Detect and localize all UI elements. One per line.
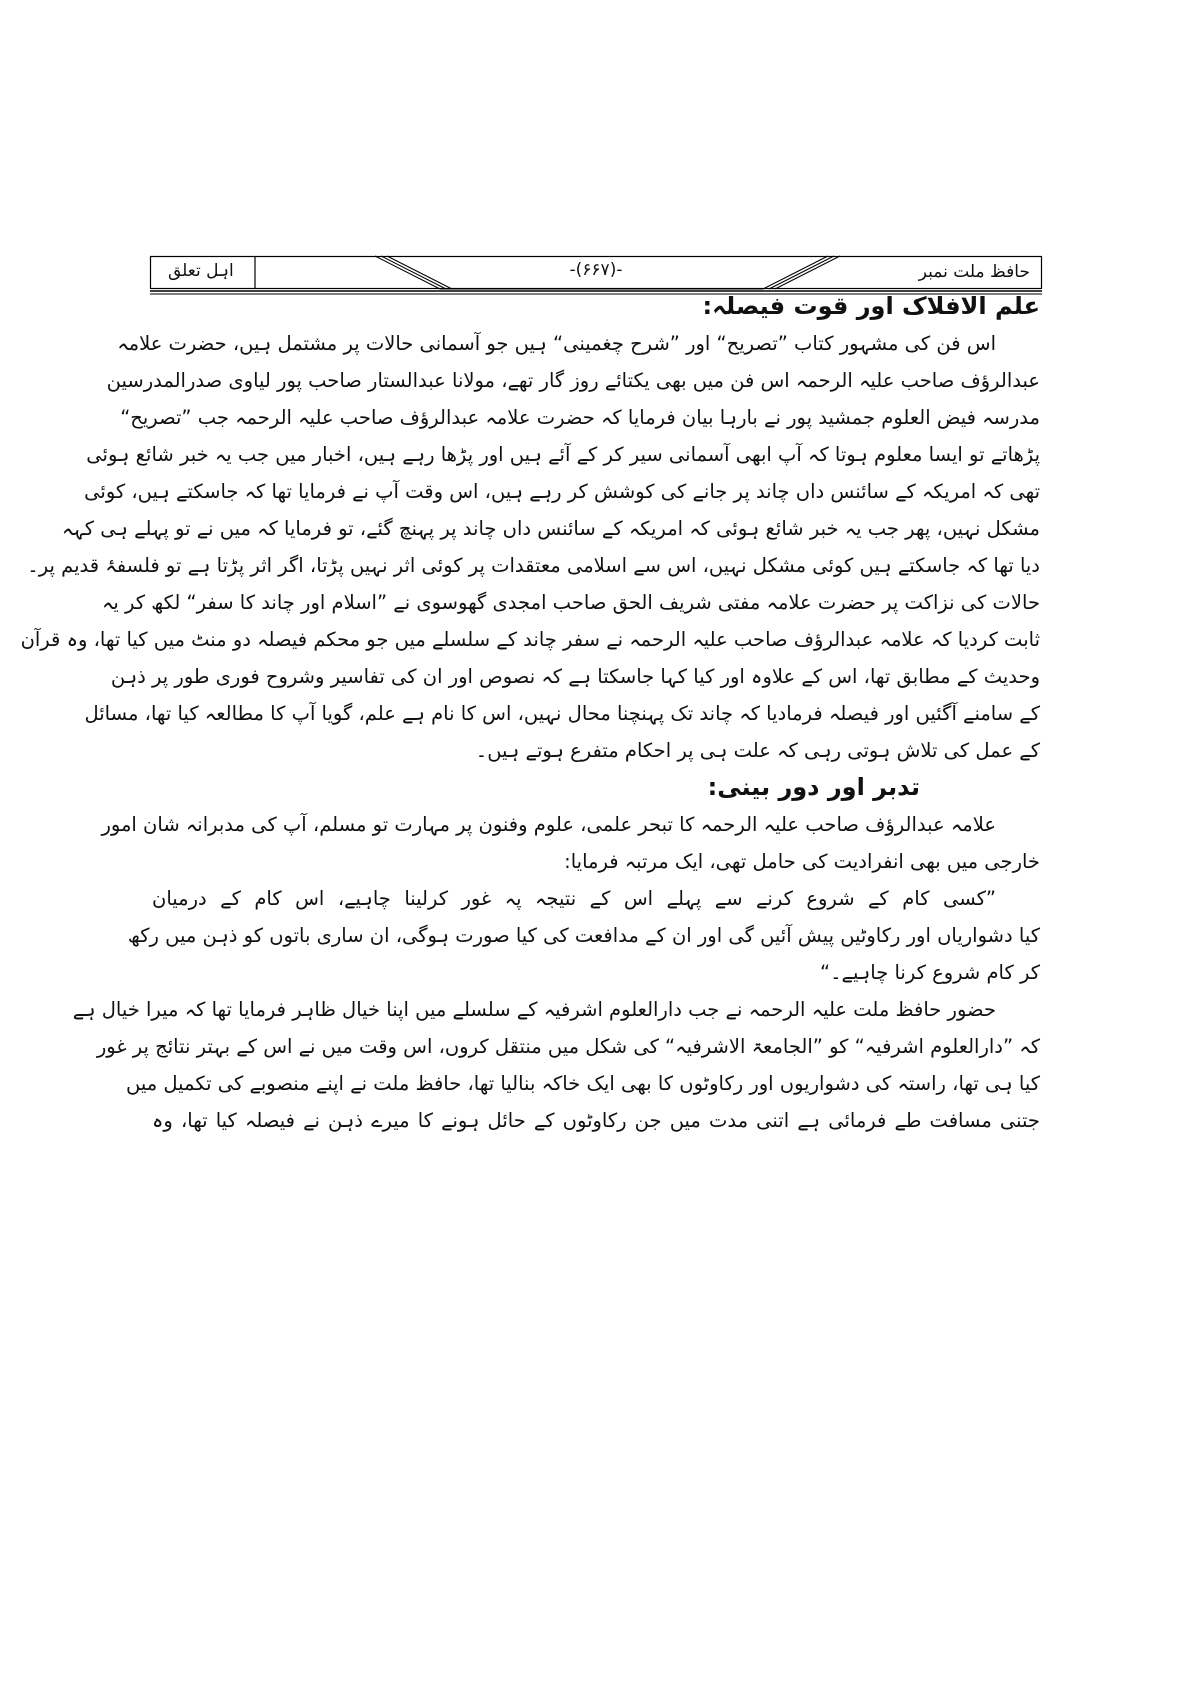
text-line: کے عمل کی تلاش ہوتی رہی کہ علت ہی پر احکام متفرع ہوتے ہیں۔ — [475, 739, 1040, 762]
page-header — [150, 256, 1042, 292]
text-line: پڑھاتے تو ایسا معلوم ہوتا کہ آپ ابھی آسمانی سیر کر کے آئے ہیں اور پڑھا رہے ہیں، اخبار میں جب یہ خبر شائع ہوئی — [86, 443, 1040, 466]
text-line: مدرسہ فیض العلوم جمشید پور نے بارہا بیان فرمایا کہ حضرت علامہ عبدالرؤف صاحب علیہ الرحمہ جب ”تصریح“ — [120, 406, 1040, 429]
text-line: کہ ”دارالعلوم اشرفیہ“ کو ”الجامعۃ الاشرفیہ“ کی شکل میں منتقل کروں، اس وقت میں نے اس کے بہتر نتائج پر غور — [96, 1035, 1040, 1058]
text-line: دیا تھا کہ جاسکتے ہیں کوئی مشکل نہیں، اس سے اسلامی معتقدات پر کوئی اثر نہیں پڑتا، اگر اثر پڑتا ہے تو فلسفۂ قدیم پر۔ — [27, 554, 1040, 577]
text-line: کیا ہی تھا، راستہ کی دشواریوں اور رکاوٹوں کا بھی ایک خاکہ بنالیا تھا، حافظ ملت نے اپنے منصوبے کی تکمیل میں — [126, 1072, 1040, 1095]
text-line: خارجی میں بھی انفرادیت کی حامل تھی، ایک مرتبہ فرمایا: — [564, 850, 1040, 873]
text-line: کر کام شروع کرنا چاہیے۔“ — [820, 961, 1040, 984]
text-line: اس فن کی مشہور کتاب ”تصریح“ اور ”شرح چغمینی“ ہیں جو آسمانی حالات پر مشتمل ہیں، حضرت علامہ — [117, 332, 996, 355]
section-label: اہل تعلق — [168, 261, 234, 281]
text-line: وحدیث کے مطابق تھا، اس کے علاوہ اور کیا کہا جاسکتا ہے کہ نصوص اور ان کی تفاسیر وشروح فوری طور پر ذہن — [110, 665, 1040, 688]
section-heading: علم الافلاک اور قوت فیصلہ: — [702, 292, 1040, 320]
publication-title: حافظ ملت نمبر — [918, 262, 1030, 282]
text-line: کیا دشواریاں اور رکاوٹیں پیش آئیں گی اور ان کے مدافعت کی کیا صورت ہوگی، ان ساری باتوں کو ذہن میں رکھ — [127, 924, 1040, 947]
text-line: مشکل نہیں، پھر جب یہ خبر شائع ہوئی کہ امریکہ کے سائنس داں چاند پر پہنچ گئے، تو فرمایا کہ میں نے تو پہلے ہی کہہ — [61, 517, 1040, 540]
article-body — [20, 288, 1040, 1139]
section-heading: تدبر اور دور بینی: — [707, 773, 920, 801]
text-line: عبدالرؤف صاحب علیہ الرحمہ اس فن میں بھی یکتائے روز گار تھے، مولانا عبدالستار صاحب پور لیاوی صدرالمدرسین — [106, 369, 1040, 392]
text-line: جتنی مسافت طے فرمائی ہے اتنی مدت میں جن رکاوٹوں کے حائل ہونے کا میرے ذہن نے فیصلہ کیا تھا، وہ — [152, 1109, 1040, 1132]
text-line: تھی کہ امریکہ کے سائنس داں چاند پر جانے کی کوشش کر رہے ہیں، اس وقت آپ نے فرمایا تھا کہ جاسکتے ہیں، کوئی — [84, 480, 1040, 503]
text-line: علامہ عبدالرؤف صاحب علیہ الرحمہ کا تبحر علمی، علوم وفنون پر مہارت تو مسلم، آپ کی مدبرانہ شان امور — [101, 813, 996, 836]
text-line: ”کسی کام کے شروع کرنے سے پہلے اس کے نتیجہ پہ غور کرلینا چاہیے، اس کام کے درمیان — [152, 887, 997, 910]
text-line: حضور حافظ ملت علیہ الرحمہ نے جب دارالعلوم اشرفیہ کے سلسلے میں اپنا خیال ظاہر فرمایا تھا کہ میرا خیال ہے — [72, 998, 996, 1021]
text-line: کے سامنے آگئیں اور فیصلہ فرمادیا کہ چاند تک پہنچنا محال نہیں، اس کا نام ہے علم، گویا آپ کا مطالعہ کیا تھا، مسائل — [84, 702, 1040, 725]
text-line: ثابت کردیا کہ علامہ عبدالرؤف صاحب علیہ الرحمہ نے سفر چاند کے سلسلے میں جو محکم فیصلہ دو منٹ میں کیا تھا، وہ قرآن — [20, 628, 1040, 651]
page-number: -(۶۶۷)- — [569, 260, 623, 280]
text-line: حالات کی نزاکت پر حضرت علامہ مفتی شریف الحق صاحب امجدی گھوسوی نے ”اسلام اور چاند کا سفر“ لکھ کر یہ — [101, 591, 1040, 614]
